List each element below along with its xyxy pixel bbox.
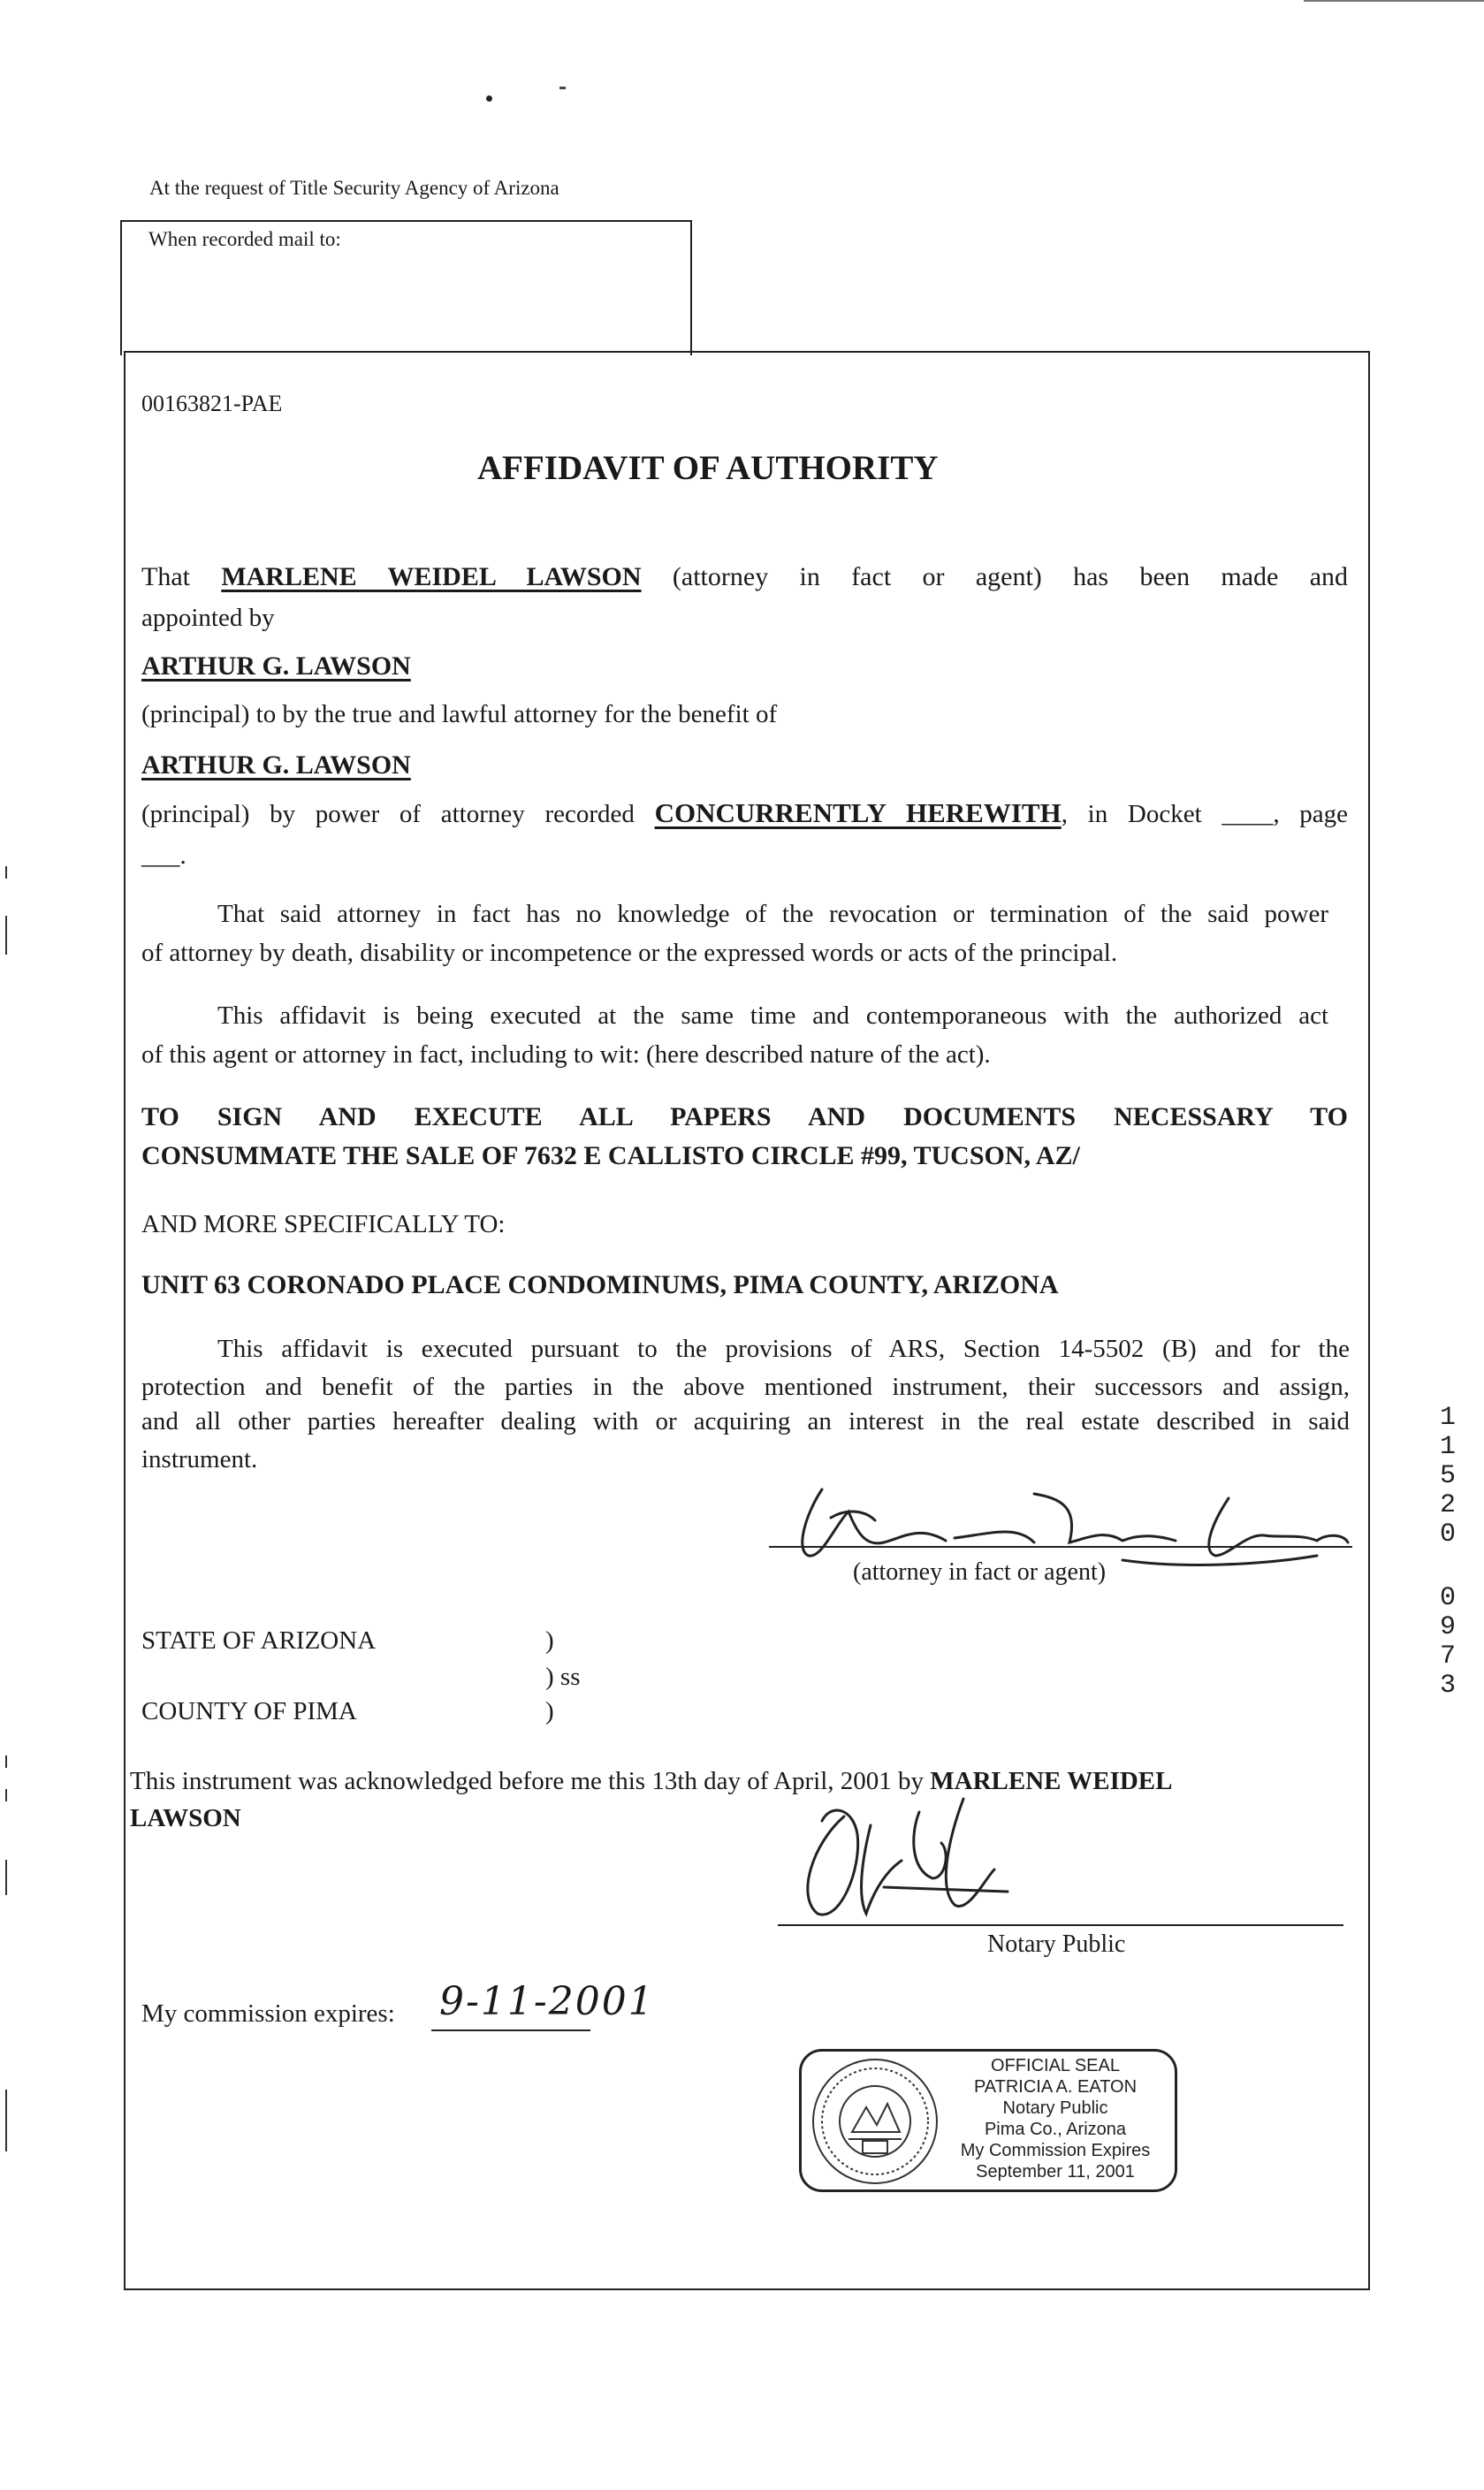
legal-description: UNIT 63 CORONADO PLACE CONDOMINUMS, PIMA COUNTY, ARIZONA xyxy=(141,1270,1059,1299)
executed-line-1: This affidavit is being executed at the same time and contemporaneous with the authorized act xyxy=(217,1001,1328,1030)
statute-line-3: and all other parties hereafter dealing with or acquiring an interest in the real estate described in said xyxy=(141,1407,1350,1435)
commission-label: My commission expires: xyxy=(141,1999,395,2028)
venue-ss: ) ss xyxy=(545,1663,581,1691)
seal-line-4: Pima Co., Arizona xyxy=(984,2120,1127,2139)
principal-name-2: ARTHUR G. LAWSON xyxy=(141,750,411,780)
document-title: AFFIDAVIT OF AUTHORITY xyxy=(477,449,939,487)
concurrently-herewith: CONCURRENTLY HEREWITH xyxy=(654,797,1062,828)
venue-county: COUNTY OF PIMA xyxy=(141,1697,357,1725)
scan-mark xyxy=(5,1789,7,1801)
notary-signature xyxy=(778,1781,1343,1931)
seal-line-5: My Commission Expires xyxy=(960,2141,1151,2160)
seal-line-2: PATRICIA A. EATON xyxy=(973,2077,1138,2097)
appointed-by: appointed by xyxy=(141,604,275,632)
recorded-line xyxy=(141,794,1348,834)
knowledge-line-1: That said attorney in fact has no knowledge of the revocation or termination of the said power xyxy=(217,900,1328,928)
recording-stamp-col1 xyxy=(1432,1404,1464,1550)
agent-role: (attorney in fact or agent) has been made and xyxy=(672,562,1349,591)
scan-mark xyxy=(5,916,7,955)
that-word: That xyxy=(141,562,190,591)
knowledge-line-2: of attorney by death, disability or incompetence or the expressed words or acts of the principal. xyxy=(141,939,1118,967)
state-seal-emblem xyxy=(806,2052,944,2190)
scan-mark xyxy=(5,866,7,879)
principal-name-1: ARTHUR G. LAWSON xyxy=(141,651,411,681)
stamp-digit: 1 xyxy=(1439,1403,1456,1433)
venue-paren-2: ) xyxy=(545,1697,554,1725)
stamp-digit: 5 xyxy=(1439,1461,1456,1491)
venue-state: STATE OF ARIZONA xyxy=(141,1626,377,1655)
page-blank: ___. xyxy=(141,841,186,870)
file-number: 00163821-PAE xyxy=(141,391,283,416)
statute-line-4: instrument. xyxy=(141,1445,258,1473)
stamp-digit: 2 xyxy=(1439,1490,1456,1520)
agent-signature-caption: (attorney in fact or agent) xyxy=(853,1558,1107,1586)
stamp-digit: 7 xyxy=(1439,1641,1456,1671)
commission-date-underline xyxy=(431,2029,590,2031)
more-specifically: AND MORE SPECIFICALLY TO: xyxy=(141,1210,506,1238)
acknowledgment-text: This instrument was acknowledged before me this 13th day of April, 2001 by xyxy=(130,1767,925,1795)
act-line-2: CONSUMMATE THE SALE OF 7632 E CALLISTO CIRCLE #99, TUCSON, AZ/ xyxy=(141,1141,1080,1170)
stamp-digit: 0 xyxy=(1439,1519,1456,1550)
stamp-digit: 9 xyxy=(1439,1612,1456,1642)
agent-name: MARLENE WEIDEL LAWSON xyxy=(221,562,642,591)
seal-text xyxy=(944,2055,1167,2182)
scan-mark xyxy=(5,1860,7,1895)
recorded-before: (principal) by power of attorney recorded xyxy=(141,800,635,828)
seal-line-3: Notary Public xyxy=(1002,2098,1108,2118)
principal-line-1: (principal) to by the true and lawful attorney for the benefit of xyxy=(141,700,778,728)
commission-date: 9-11-2001 xyxy=(439,1979,655,2024)
scan-speck xyxy=(559,87,566,89)
stamp-digit: 3 xyxy=(1439,1671,1456,1701)
stamp-digit: 1 xyxy=(1439,1432,1456,1462)
scan-mark xyxy=(5,1755,7,1768)
notary-caption: Notary Public xyxy=(987,1930,1126,1958)
executed-line-2: of this agent or attorney in fact, including to wit: (here described nature of the act). xyxy=(141,1040,991,1069)
stamp-digit: 0 xyxy=(1439,1583,1456,1613)
act-line-1: TO SIGN AND EXECUTE ALL PAPERS AND DOCUMENTS NECESSARY TO xyxy=(141,1102,1348,1131)
scan-mark xyxy=(5,2090,7,2151)
request-line: At the request of Title Security Agency of Arizona xyxy=(149,177,559,199)
recording-stamp-col2 xyxy=(1432,1584,1464,1701)
statute-line-1: This affidavit is executed pursuant to the provisions of ARS, Section 14-5502 (B) and for the xyxy=(217,1335,1350,1363)
seal-line-6: September 11, 2001 xyxy=(976,2162,1135,2182)
acknowledged-name-1: MARLENE WEIDEL xyxy=(930,1767,1173,1795)
docket-page: , in Docket ____, page xyxy=(1061,800,1349,828)
acknowledged-name-2: LAWSON xyxy=(130,1804,241,1832)
venue-paren-1: ) xyxy=(545,1626,554,1655)
seal-line-1: OFFICIAL SEAL xyxy=(991,2056,1120,2075)
corner-rule xyxy=(1304,0,1484,2)
statute-line-2: protection and benefit of the parties in the above mentioned instrument, their successors and assign, xyxy=(141,1373,1350,1401)
appointment-line xyxy=(141,558,1348,597)
mail-to-label: When recorded mail to: xyxy=(148,228,341,250)
scan-speck xyxy=(486,95,492,102)
